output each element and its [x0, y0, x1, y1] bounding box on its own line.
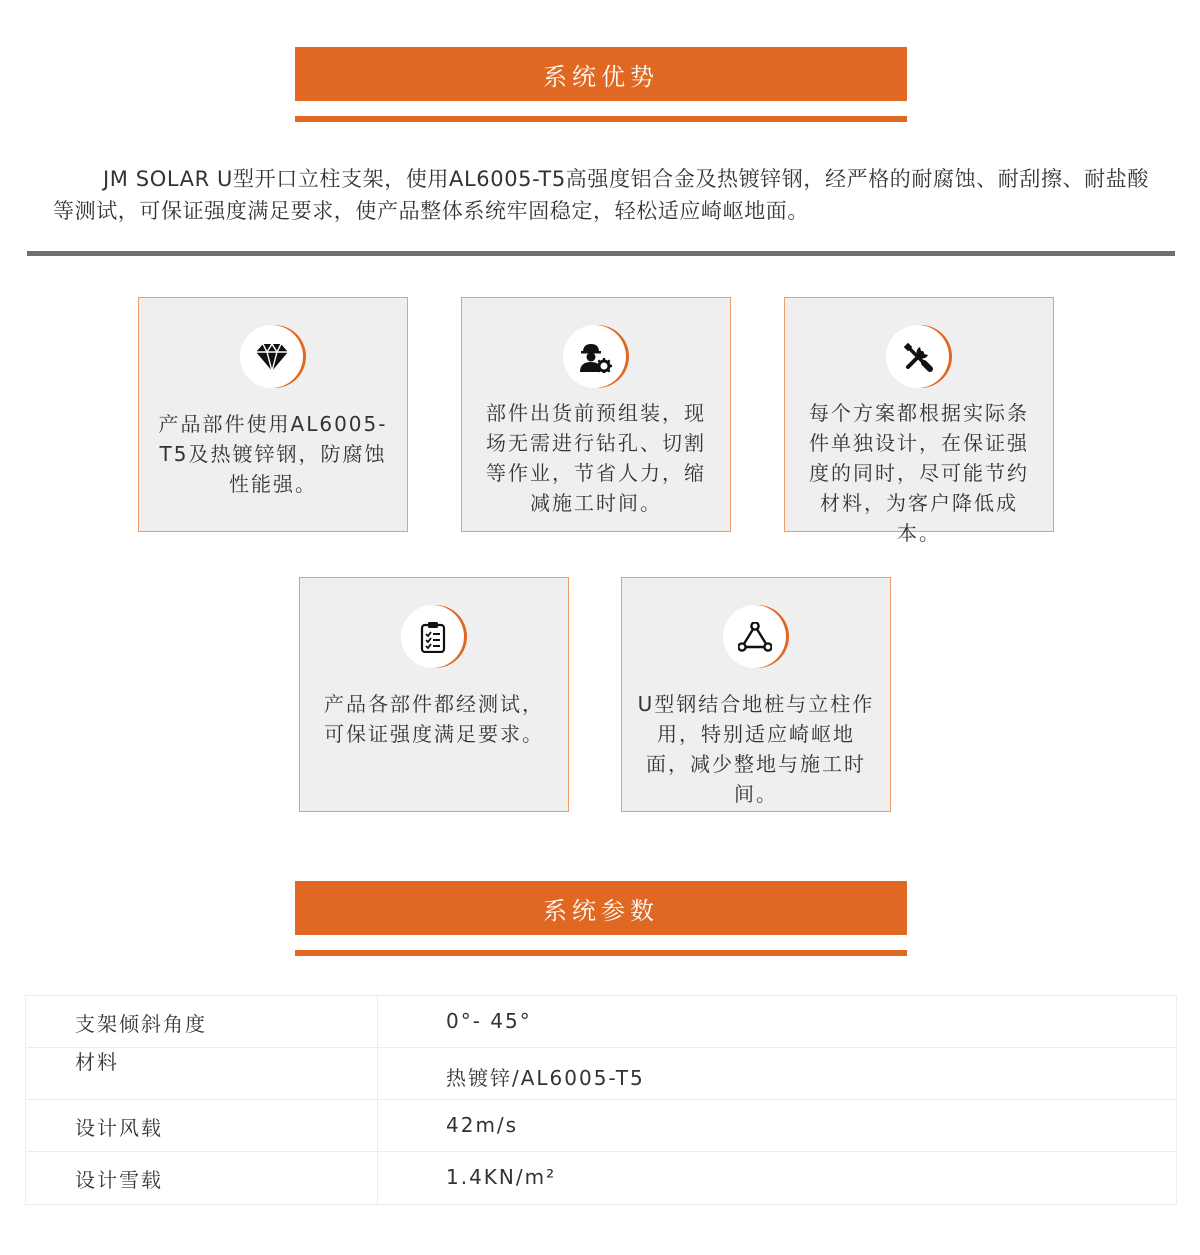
feature-card-custom-design	[784, 297, 1054, 545]
feature-card-terrain	[621, 577, 891, 812]
feature-card-tested	[299, 577, 569, 812]
diamond-icon	[255, 342, 289, 372]
param-label: 设计风载	[75, 1116, 163, 1140]
worker-gear-icon	[578, 341, 612, 373]
icon-badge	[563, 325, 631, 393]
icon-badge	[723, 605, 791, 673]
param-label: 设计雪载	[75, 1168, 163, 1192]
intro-paragraph: JM SOLAR U型开口立柱支架，使用AL6005-T5高强度铝合金及热镀锌钢，经严格的耐腐蚀、耐刮擦、耐盐酸等测试，可保证强度满足要求，使产品整体系统牢固稳定，轻松适应崎岖地面。	[53, 167, 1149, 223]
icon-badge	[886, 325, 954, 393]
triangle-nodes-icon	[738, 622, 772, 652]
clipboard-checklist-icon	[420, 621, 446, 653]
parameters-table	[25, 995, 1177, 1205]
wrench-screwdriver-icon	[902, 341, 934, 373]
feature-text: 部件出货前预组装，现场无需进行钻孔、切割等作业，节省人力，缩减施工时间。	[486, 401, 706, 515]
param-label: 材料	[75, 1050, 119, 1074]
section-title-underline	[295, 950, 907, 956]
table-row	[26, 996, 1176, 1048]
feature-text: 产品各部件都经测试，可保证强度满足要求。	[324, 692, 544, 746]
param-value: 42m/s	[446, 1113, 519, 1137]
feature-text: 产品部件使用AL6005-T5及热镀锌钢，防腐蚀性能强。	[158, 412, 388, 496]
section-title-underline	[295, 116, 907, 122]
table-row	[26, 1152, 1176, 1204]
section-title-parameters: 系统参数	[295, 881, 907, 935]
icon-badge	[401, 605, 469, 673]
param-value: 热镀锌/AL6005-T5	[446, 1066, 645, 1090]
param-value: 1.4KN/m²	[446, 1165, 557, 1189]
table-row	[26, 1100, 1176, 1152]
section-divider	[27, 251, 1175, 256]
feature-card-preassembly	[461, 297, 731, 532]
feature-card-material	[138, 297, 408, 532]
icon-badge	[240, 325, 308, 393]
feature-text: 每个方案都根据实际条件单独设计，在保证强度的同时，尽可能节约材料，为客户降低成本。	[809, 401, 1029, 545]
feature-text: U型钢结合地桩与立柱作用，特别适应崎岖地面，减少整地与施工时间。	[637, 692, 875, 806]
section-title-advantages: 系统优势	[295, 47, 907, 101]
table-row	[26, 1048, 1176, 1100]
param-label: 支架倾斜角度	[75, 1012, 207, 1036]
param-value: 0°- 45°	[446, 1009, 532, 1033]
